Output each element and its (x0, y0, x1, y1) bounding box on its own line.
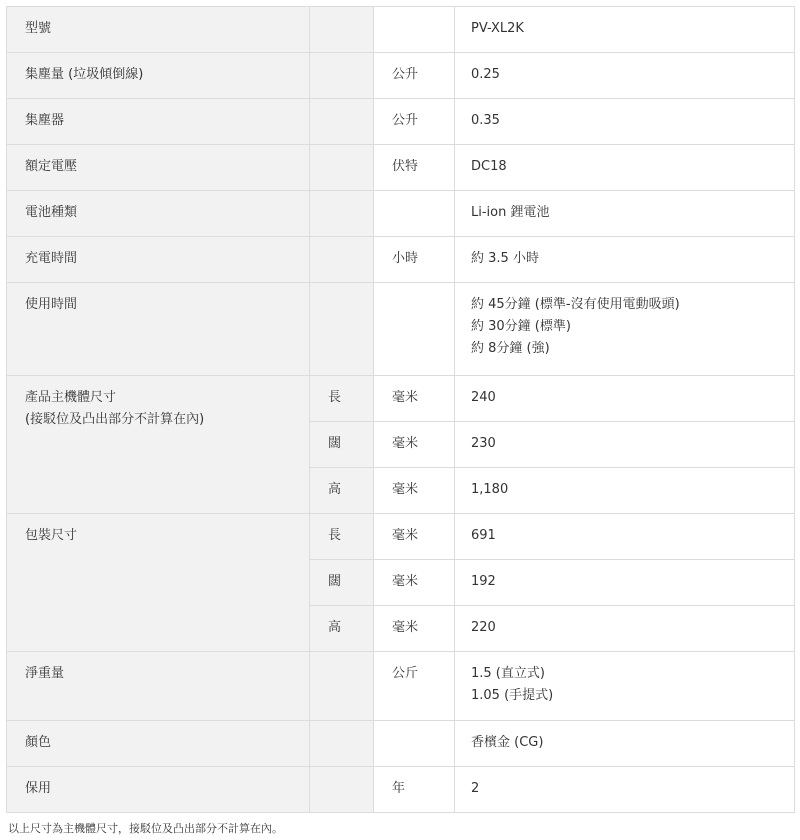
value-cell: 香檳金 (CG) (455, 721, 795, 767)
dim-cell (310, 7, 374, 53)
table-row-model (7, 7, 795, 53)
unit-cell: 小時 (374, 237, 455, 283)
value-cell: 192 (455, 560, 795, 606)
dim-cell: 高 (310, 606, 374, 652)
value-cell: 0.25 (455, 53, 795, 99)
row-label: 充電時間 (7, 237, 310, 283)
table-row-package-size-length (7, 514, 795, 560)
row-label (7, 376, 310, 514)
unit-cell: 伏特 (374, 145, 455, 191)
dim-cell (310, 53, 374, 99)
value-line: 約 45分鐘 (標準-沒有使用電動吸頭) (471, 297, 680, 312)
row-label-note: (接駁位及凸出部分不計算在內) (25, 412, 205, 427)
unit-cell (374, 7, 455, 53)
row-label: 使用時間 (7, 283, 310, 376)
dim-cell (310, 652, 374, 721)
value-cell: Li-ion 鋰電池 (455, 191, 795, 237)
dim-cell: 高 (310, 468, 374, 514)
unit-cell (374, 283, 455, 376)
table-row-net-weight (7, 652, 795, 721)
value-cell: PV-XL2K (455, 7, 795, 53)
footnote: 以上尺寸為主機體尺寸，接駁位及凸出部分不計算在內。 (8, 822, 283, 835)
dim-cell (310, 99, 374, 145)
value-cell: 240 (455, 376, 795, 422)
value-cell: 0.35 (455, 99, 795, 145)
unit-cell: 毫米 (374, 468, 455, 514)
value-cell: 1,180 (455, 468, 795, 514)
table-row-dust-container (7, 99, 795, 145)
unit-cell: 毫米 (374, 514, 455, 560)
dim-cell: 闊 (310, 422, 374, 468)
row-label-main: 產品主機體尺寸 (25, 390, 117, 405)
value-cell: 約 3.5 小時 (455, 237, 795, 283)
unit-cell: 毫米 (374, 376, 455, 422)
value-cell (455, 652, 795, 721)
dim-cell (310, 145, 374, 191)
value-cell: 2 (455, 767, 795, 813)
unit-cell: 毫米 (374, 560, 455, 606)
unit-cell: 公升 (374, 53, 455, 99)
row-label: 型號 (7, 7, 310, 53)
value-line: 1.05 (手提式) (471, 688, 554, 703)
table-row-color (7, 721, 795, 767)
value-line: 約 30分鐘 (標準) (471, 319, 571, 334)
row-label: 淨重量 (7, 652, 310, 721)
dim-cell (310, 721, 374, 767)
value-cell: 230 (455, 422, 795, 468)
unit-cell: 公升 (374, 99, 455, 145)
row-label: 電池種類 (7, 191, 310, 237)
row-label: 保用 (7, 767, 310, 813)
row-label: 顏色 (7, 721, 310, 767)
row-label: 集塵量 (垃圾傾倒線) (7, 53, 310, 99)
value-line: 約 8分鐘 (強) (471, 341, 550, 356)
unit-cell: 毫米 (374, 606, 455, 652)
dim-cell (310, 283, 374, 376)
table-row-charge-time (7, 237, 795, 283)
row-label: 額定電壓 (7, 145, 310, 191)
dim-cell: 闊 (310, 560, 374, 606)
value-cell (455, 283, 795, 376)
dim-cell: 長 (310, 376, 374, 422)
table-row-run-time (7, 283, 795, 376)
unit-cell (374, 191, 455, 237)
table-row-body-size-length (7, 376, 795, 422)
value-line: 1.5 (直立式) (471, 666, 545, 681)
table-row-battery (7, 191, 795, 237)
dim-cell (310, 767, 374, 813)
value-cell: 691 (455, 514, 795, 560)
table-row-voltage (7, 145, 795, 191)
dim-cell: 長 (310, 514, 374, 560)
dim-cell (310, 237, 374, 283)
dim-cell (310, 191, 374, 237)
table-row-dust-volume (7, 53, 795, 99)
value-cell: 220 (455, 606, 795, 652)
value-cell: DC18 (455, 145, 795, 191)
table-row-warranty (7, 767, 795, 813)
row-label: 集塵器 (7, 99, 310, 145)
unit-cell: 年 (374, 767, 455, 813)
spec-table (6, 6, 795, 813)
unit-cell: 公斤 (374, 652, 455, 721)
row-label: 包裝尺寸 (7, 514, 310, 652)
unit-cell (374, 721, 455, 767)
unit-cell: 毫米 (374, 422, 455, 468)
